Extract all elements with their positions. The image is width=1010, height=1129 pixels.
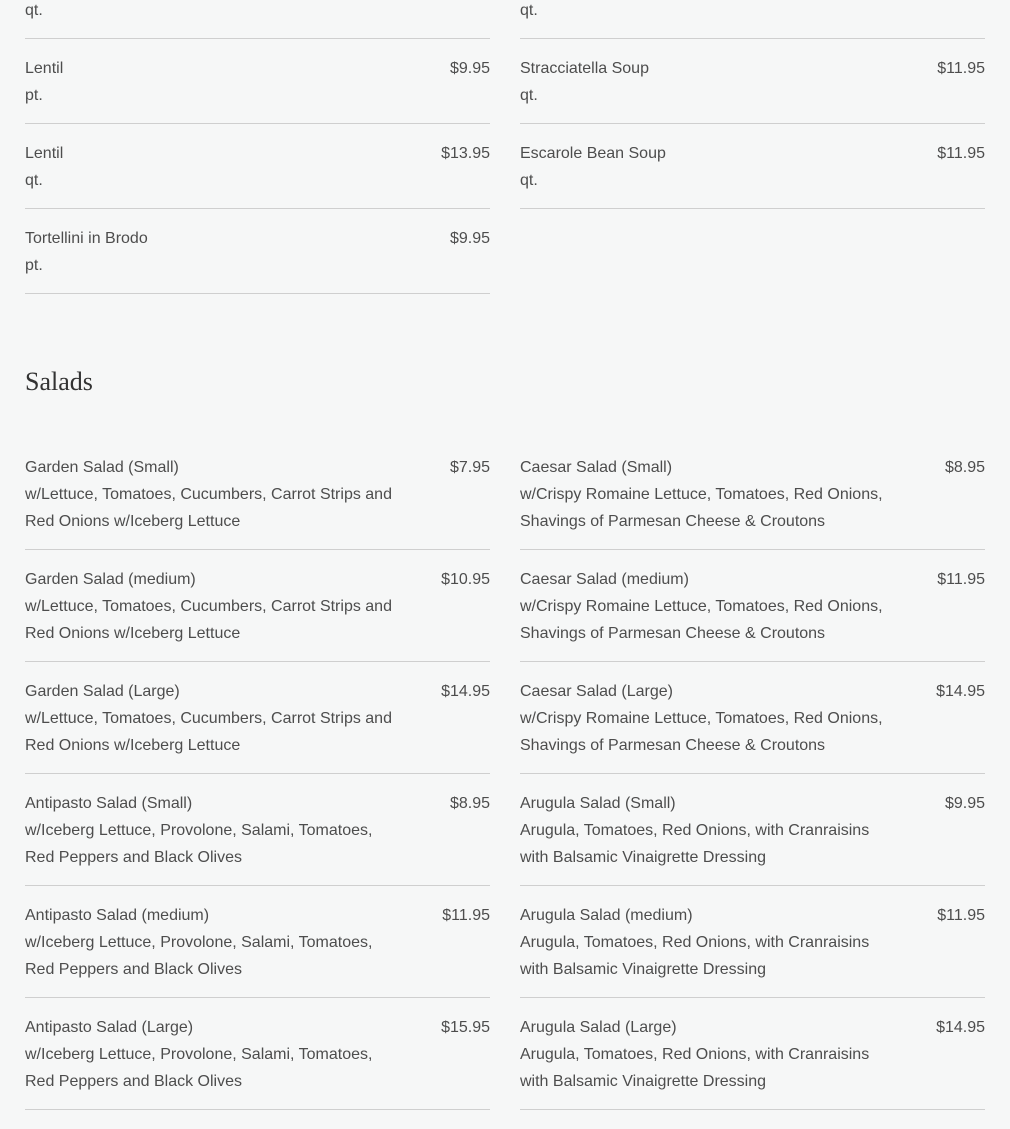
menu-item-price: $9.95 [449, 230, 490, 247]
menu-item-name: Antipasto Salad (Small) [25, 795, 193, 812]
menu-item-name: Arugula Salad (Large) [520, 1019, 677, 1036]
menu-item[interactable] [25, 39, 490, 124]
menu-item-name: Garden Salad (medium) [25, 571, 196, 588]
menu-item-price: $14.95 [441, 683, 490, 700]
menu-item-name: Arugula Salad (medium) [520, 907, 693, 924]
menu-item[interactable] [25, 662, 490, 774]
menu-item-name: Escarole Bean Soup [520, 145, 666, 162]
menu-item[interactable] [25, 209, 490, 294]
menu-item-name: Arugula Salad (Small) [520, 795, 676, 812]
menu-item-size: qt. [25, 172, 43, 189]
menu-item-price: $14.95 [936, 1019, 985, 1036]
menu-item-price: $13.95 [441, 145, 490, 162]
menu-item-name: Lentil [25, 60, 64, 77]
menu-item-name: Caesar Salad (medium) [520, 571, 689, 588]
menu-item-partial [25, 0, 490, 39]
menu-item-description: w/Iceberg Lettuce, Provolone, Salami, Tomatoes, Red Peppers and Black Olives [25, 1046, 373, 1090]
menu-item-price: $10.95 [441, 571, 490, 588]
menu-item-price: $11.95 [937, 145, 985, 162]
menu-item[interactable] [520, 124, 985, 209]
menu-item-price: $9.95 [449, 60, 490, 77]
menu-item[interactable] [25, 998, 490, 1110]
menu-item-name: Caesar Salad (Large) [520, 683, 673, 700]
section-title-salads: Salads [25, 367, 93, 396]
menu-item[interactable] [520, 774, 985, 886]
menu-item[interactable] [25, 550, 490, 662]
menu-item[interactable] [520, 438, 985, 550]
menu-item-description: w/Lettuce, Tomatoes, Cucumbers, Carrot Strips and Red Onions w/Iceberg Lettuce [25, 710, 392, 754]
menu-item[interactable] [520, 998, 985, 1110]
menu-item-price: $11.95 [937, 60, 985, 77]
menu-item-description: w/Crispy Romaine Lettuce, Tomatoes, Red Onions, Shavings of Parmesan Cheese & Croutons [520, 486, 883, 530]
menu-item-name: Antipasto Salad (medium) [25, 907, 210, 924]
menu-item-price: $8.95 [449, 795, 490, 812]
menu-item-description: w/Iceberg Lettuce, Provolone, Salami, Tomatoes, Red Peppers and Black Olives [25, 822, 373, 866]
menu-item[interactable] [520, 550, 985, 662]
soups-left-column [25, 39, 490, 294]
menu-item-price: $8.95 [944, 459, 985, 476]
menu-item-size: qt. [25, 2, 43, 19]
menu-item-name: Lentil [25, 145, 64, 162]
menu-item-description: Arugula, Tomatoes, Red Onions, with Cranraisins with Balsamic Vinaigrette Dressing [520, 1046, 870, 1090]
menu-item[interactable] [520, 39, 985, 124]
menu-item-description: w/Lettuce, Tomatoes, Cucumbers, Carrot Strips and Red Onions w/Iceberg Lettuce [25, 486, 392, 530]
menu-item[interactable] [25, 124, 490, 209]
menu-item[interactable] [520, 886, 985, 998]
salads-left-column [25, 438, 490, 1110]
menu-item-description: Arugula, Tomatoes, Red Onions, with Cranraisins with Balsamic Vinaigrette Dressing [520, 822, 870, 866]
menu-item-size: pt. [25, 257, 43, 274]
menu-item-size: qt. [520, 2, 538, 19]
menu-item-price: $11.95 [937, 571, 985, 588]
menu-item-name: Antipasto Salad (Large) [25, 1019, 194, 1036]
menu-item-name: Garden Salad (Small) [25, 459, 179, 476]
menu-item[interactable] [25, 774, 490, 886]
menu-item-description: w/Crispy Romaine Lettuce, Tomatoes, Red Onions, Shavings of Parmesan Cheese & Croutons [520, 710, 883, 754]
menu-item-description: Arugula, Tomatoes, Red Onions, with Cranraisins with Balsamic Vinaigrette Dressing [520, 934, 870, 978]
menu-item-price: $9.95 [944, 795, 985, 812]
menu-item-name: Garden Salad (Large) [25, 683, 180, 700]
menu-item-size: qt. [520, 87, 538, 104]
menu-item-price: $11.95 [442, 907, 490, 924]
menu-item-name: Caesar Salad (Small) [520, 459, 673, 476]
salads-right-column [520, 438, 985, 1110]
menu-item[interactable] [520, 662, 985, 774]
menu-item-size: qt. [520, 172, 538, 189]
menu-item[interactable] [25, 438, 490, 550]
menu-item-partial [520, 0, 985, 39]
menu-item-price: $7.95 [449, 459, 490, 476]
menu-item-price: $14.95 [936, 683, 985, 700]
menu-item[interactable] [25, 886, 490, 998]
menu-item-size: pt. [25, 87, 43, 104]
menu-item-description: w/Lettuce, Tomatoes, Cucumbers, Carrot Strips and Red Onions w/Iceberg Lettuce [25, 598, 392, 642]
menu-item-name: Stracciatella Soup [520, 60, 649, 77]
menu-item-description: w/Crispy Romaine Lettuce, Tomatoes, Red Onions, Shavings of Parmesan Cheese & Croutons [520, 598, 883, 642]
menu-item-price: $11.95 [937, 907, 985, 924]
soups-right-column [520, 39, 985, 209]
menu-item-name: Tortellini in Brodo [25, 230, 148, 247]
menu-item-description: w/Iceberg Lettuce, Provolone, Salami, Tomatoes, Red Peppers and Black Olives [25, 934, 373, 978]
menu-item-price: $15.95 [441, 1019, 490, 1036]
